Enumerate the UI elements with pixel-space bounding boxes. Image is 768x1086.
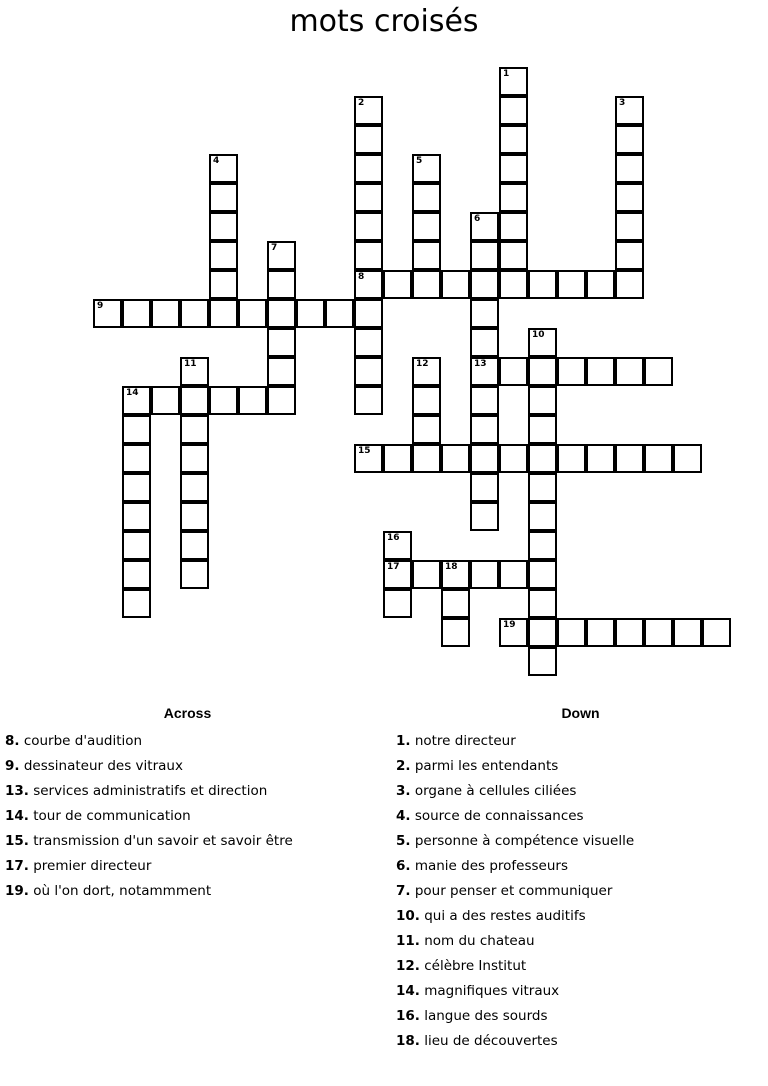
clue-text: langue des sourds: [419, 1008, 548, 1024]
grid-cell[interactable]: [528, 328, 557, 357]
clue-text: premier directeur: [28, 858, 152, 874]
cell-number: 14: [126, 388, 139, 398]
clue-number: 17.: [5, 858, 29, 874]
grid-cell[interactable]: [499, 560, 528, 589]
cell-number: 4: [213, 156, 220, 166]
down-clue: [396, 1004, 768, 1029]
grid-cell[interactable]: [354, 96, 383, 125]
grid-cell[interactable]: [267, 299, 296, 328]
across-clues: [0, 703, 370, 904]
cell-number: 17: [387, 562, 400, 572]
cell-number: 15: [358, 446, 371, 456]
grid-cell[interactable]: [267, 386, 296, 415]
clue-text: source de connaissances: [410, 808, 584, 824]
grid-cell[interactable]: [528, 618, 557, 647]
grid-cell[interactable]: [528, 589, 557, 618]
grid-cell[interactable]: [412, 270, 441, 299]
grid-cell[interactable]: [615, 154, 644, 183]
grid-cell[interactable]: [354, 299, 383, 328]
grid-cell[interactable]: [644, 618, 673, 647]
grid-cell[interactable]: [528, 502, 557, 531]
clue-number: 7.: [396, 883, 411, 899]
grid-cell[interactable]: [644, 444, 673, 473]
grid-cell[interactable]: [499, 444, 528, 473]
grid-cell[interactable]: [499, 96, 528, 125]
grid-cell[interactable]: [557, 357, 586, 386]
puzzle-title: mots croisés: [289, 4, 479, 39]
cell-number: 6: [474, 214, 481, 224]
grid-cell[interactable]: [644, 357, 673, 386]
grid-cell[interactable]: [209, 386, 238, 415]
down-clue: [396, 804, 768, 829]
grid-cell[interactable]: [180, 531, 209, 560]
grid-cell[interactable]: [557, 444, 586, 473]
across-clue: [5, 854, 370, 879]
grid-cell[interactable]: [470, 386, 499, 415]
grid-cell[interactable]: [209, 154, 238, 183]
down-clue: [396, 779, 768, 804]
grid-cell[interactable]: [586, 618, 615, 647]
clue-text: manie des professeurs: [410, 858, 569, 874]
grid-cell[interactable]: [499, 241, 528, 270]
grid-cell[interactable]: [383, 560, 412, 589]
grid-cell[interactable]: [267, 241, 296, 270]
grid-cell[interactable]: [412, 415, 441, 444]
grid-cell[interactable]: [441, 589, 470, 618]
grid-cell[interactable]: [673, 618, 702, 647]
grid-cell[interactable]: [122, 299, 151, 328]
cell-number: 1: [503, 69, 510, 79]
grid-cell[interactable]: [615, 618, 644, 647]
clue-number: 14.: [5, 808, 29, 824]
cell-number: 9: [97, 301, 104, 311]
grid-cell[interactable]: [122, 415, 151, 444]
cell-number: 11: [184, 359, 197, 369]
down-clue: [396, 979, 768, 1004]
grid-cell[interactable]: [499, 125, 528, 154]
clue-text: parmi les entendants: [410, 758, 559, 774]
grid-cell[interactable]: [238, 299, 267, 328]
grid-cell[interactable]: [412, 560, 441, 589]
grid-cell[interactable]: [354, 357, 383, 386]
cell-number: 16: [387, 533, 400, 543]
down-clue: [396, 904, 768, 929]
across-clue: [5, 804, 370, 829]
grid-cell[interactable]: [470, 212, 499, 241]
down-heading: Down: [561, 705, 600, 721]
clue-text: lieu de découvertes: [419, 1033, 558, 1049]
grid-cell[interactable]: [93, 299, 122, 328]
grid-cell[interactable]: [586, 444, 615, 473]
clue-text: dessinateur des vitraux: [19, 758, 183, 774]
grid-cell[interactable]: [412, 241, 441, 270]
grid-cell[interactable]: [354, 154, 383, 183]
grid-cell[interactable]: [615, 96, 644, 125]
grid-cell[interactable]: [383, 270, 412, 299]
grid-cell[interactable]: [499, 270, 528, 299]
grid-cell[interactable]: [122, 444, 151, 473]
grid-cell[interactable]: [470, 473, 499, 502]
grid-cell[interactable]: [470, 357, 499, 386]
cell-number: 18: [445, 562, 458, 572]
grid-cell[interactable]: [528, 270, 557, 299]
grid-cell[interactable]: [615, 125, 644, 154]
grid-cell[interactable]: [470, 415, 499, 444]
grid-cell[interactable]: [122, 560, 151, 589]
grid-cell[interactable]: [354, 125, 383, 154]
clue-text: courbe d'audition: [19, 733, 143, 749]
grid-cell[interactable]: [267, 270, 296, 299]
cell-number: 8: [358, 272, 365, 282]
across-clue: [5, 729, 370, 754]
grid-cell[interactable]: [354, 241, 383, 270]
down-clue: [396, 929, 768, 954]
grid-cell[interactable]: [354, 212, 383, 241]
grid-cell[interactable]: [122, 386, 151, 415]
grid-cell[interactable]: [122, 473, 151, 502]
grid-cell[interactable]: [354, 183, 383, 212]
clue-text: magnifiques vitraux: [419, 983, 560, 999]
grid-cell[interactable]: [122, 502, 151, 531]
grid-cell[interactable]: [296, 299, 325, 328]
cell-number: 2: [358, 98, 365, 108]
grid-cell[interactable]: [383, 589, 412, 618]
grid-cell[interactable]: [209, 270, 238, 299]
grid-cell[interactable]: [499, 618, 528, 647]
grid-cell[interactable]: [586, 270, 615, 299]
clue-number: 10.: [396, 908, 420, 924]
clue-text: nom du chateau: [419, 933, 535, 949]
down-clue: [396, 1029, 768, 1054]
clue-text: organe à cellules ciliées: [410, 783, 577, 799]
grid-cell[interactable]: [528, 357, 557, 386]
grid-cell[interactable]: [615, 212, 644, 241]
grid-cell[interactable]: [209, 241, 238, 270]
grid-cell[interactable]: [354, 444, 383, 473]
clue-number: 5.: [396, 833, 411, 849]
down-clues: [393, 703, 768, 1054]
grid-cell[interactable]: [209, 212, 238, 241]
grid-cell[interactable]: [412, 444, 441, 473]
grid-cell[interactable]: [470, 241, 499, 270]
clue-number: 13.: [5, 783, 29, 799]
grid-cell[interactable]: [615, 270, 644, 299]
grid-cell[interactable]: [383, 531, 412, 560]
grid-cell[interactable]: [528, 386, 557, 415]
grid-cell[interactable]: [354, 270, 383, 299]
clue-text: notre directeur: [410, 733, 516, 749]
clue-text: services administratifs et direction: [28, 783, 268, 799]
grid-cell[interactable]: [470, 560, 499, 589]
grid-cell[interactable]: [470, 299, 499, 328]
clue-number: 14.: [396, 983, 420, 999]
grid-cell[interactable]: [412, 154, 441, 183]
grid-cell[interactable]: [180, 386, 209, 415]
grid-cell[interactable]: [209, 183, 238, 212]
grid-cell[interactable]: [528, 531, 557, 560]
grid-cell[interactable]: [528, 647, 557, 676]
clue-text: personne à compétence visuelle: [410, 833, 635, 849]
grid-cell[interactable]: [180, 357, 209, 386]
grid-cell[interactable]: [499, 357, 528, 386]
clue-number: 6.: [396, 858, 411, 874]
grid-cell[interactable]: [412, 183, 441, 212]
cell-number: 7: [271, 243, 278, 253]
clue-number: 16.: [396, 1008, 420, 1024]
grid-cell[interactable]: [615, 241, 644, 270]
cell-number: 5: [416, 156, 423, 166]
cell-number: 19: [503, 620, 516, 630]
clue-number: 11.: [396, 933, 420, 949]
grid-cell[interactable]: [383, 444, 412, 473]
down-clue: [396, 879, 768, 904]
grid-cell[interactable]: [412, 386, 441, 415]
clue-number: 8.: [5, 733, 20, 749]
clue-number: 15.: [5, 833, 29, 849]
grid-cell[interactable]: [470, 502, 499, 531]
grid-cell[interactable]: [615, 183, 644, 212]
clue-text: tour de communication: [28, 808, 191, 824]
clue-text: célèbre Institut: [419, 958, 527, 974]
grid-cell[interactable]: [180, 299, 209, 328]
grid-cell[interactable]: [325, 299, 354, 328]
grid-cell[interactable]: [180, 444, 209, 473]
grid-cell[interactable]: [470, 328, 499, 357]
grid-cell[interactable]: [615, 444, 644, 473]
grid-cell[interactable]: [499, 67, 528, 96]
clue-number: 3.: [396, 783, 411, 799]
cell-number: 13: [474, 359, 487, 369]
cell-number: 12: [416, 359, 429, 369]
grid-cell[interactable]: [354, 328, 383, 357]
grid-cell[interactable]: [441, 560, 470, 589]
across-clue: [5, 829, 370, 854]
grid-cell[interactable]: [180, 502, 209, 531]
clue-text: qui a des restes auditifs: [419, 908, 586, 924]
grid-cell[interactable]: [354, 386, 383, 415]
grid-cell[interactable]: [615, 357, 644, 386]
clue-number: 9.: [5, 758, 20, 774]
grid-cell[interactable]: [151, 299, 180, 328]
clue-number: 2.: [396, 758, 411, 774]
grid-cell[interactable]: [528, 415, 557, 444]
grid-cell[interactable]: [499, 154, 528, 183]
grid-cell[interactable]: [557, 618, 586, 647]
grid-cell[interactable]: [470, 444, 499, 473]
down-clue: [396, 854, 768, 879]
grid-cell[interactable]: [499, 212, 528, 241]
clue-number: 1.: [396, 733, 411, 749]
cell-number: 10: [532, 330, 545, 340]
grid-cell[interactable]: [267, 357, 296, 386]
grid-cell[interactable]: [702, 618, 731, 647]
down-clue: [396, 754, 768, 779]
down-clue: [396, 829, 768, 854]
grid-cell[interactable]: [441, 270, 470, 299]
grid-cell[interactable]: [528, 473, 557, 502]
across-clue: [5, 779, 370, 804]
grid-cell[interactable]: [673, 444, 702, 473]
down-clue: [396, 729, 768, 754]
grid-cell[interactable]: [499, 183, 528, 212]
grid-cell[interactable]: [180, 415, 209, 444]
grid-cell[interactable]: [122, 531, 151, 560]
grid-cell[interactable]: [180, 560, 209, 589]
grid-cell[interactable]: [528, 560, 557, 589]
clue-text: où l'on dort, notammment: [28, 883, 212, 899]
clue-text: transmission d'un savoir et savoir être: [28, 833, 293, 849]
grid-cell[interactable]: [441, 618, 470, 647]
clue-number: 19.: [5, 883, 29, 899]
across-clue: [5, 754, 370, 779]
grid-cell[interactable]: [470, 270, 499, 299]
grid-cell[interactable]: [528, 444, 557, 473]
grid-cell[interactable]: [209, 299, 238, 328]
clue-number: 12.: [396, 958, 420, 974]
grid-cell[interactable]: [586, 357, 615, 386]
grid-cell[interactable]: [180, 473, 209, 502]
grid-cell[interactable]: [441, 444, 470, 473]
grid-cell[interactable]: [267, 328, 296, 357]
grid-cell[interactable]: [151, 386, 180, 415]
grid-cell[interactable]: [238, 386, 267, 415]
across-clue: [5, 879, 370, 904]
grid-cell[interactable]: [412, 357, 441, 386]
clue-number: 18.: [396, 1033, 420, 1049]
grid-cell[interactable]: [412, 212, 441, 241]
grid-cell[interactable]: [122, 589, 151, 618]
grid-cell[interactable]: [557, 270, 586, 299]
down-clue: [396, 954, 768, 979]
cell-number: 3: [619, 98, 626, 108]
clue-number: 4.: [396, 808, 411, 824]
clue-text: pour penser et communiquer: [410, 883, 613, 899]
across-heading: Across: [163, 705, 212, 721]
